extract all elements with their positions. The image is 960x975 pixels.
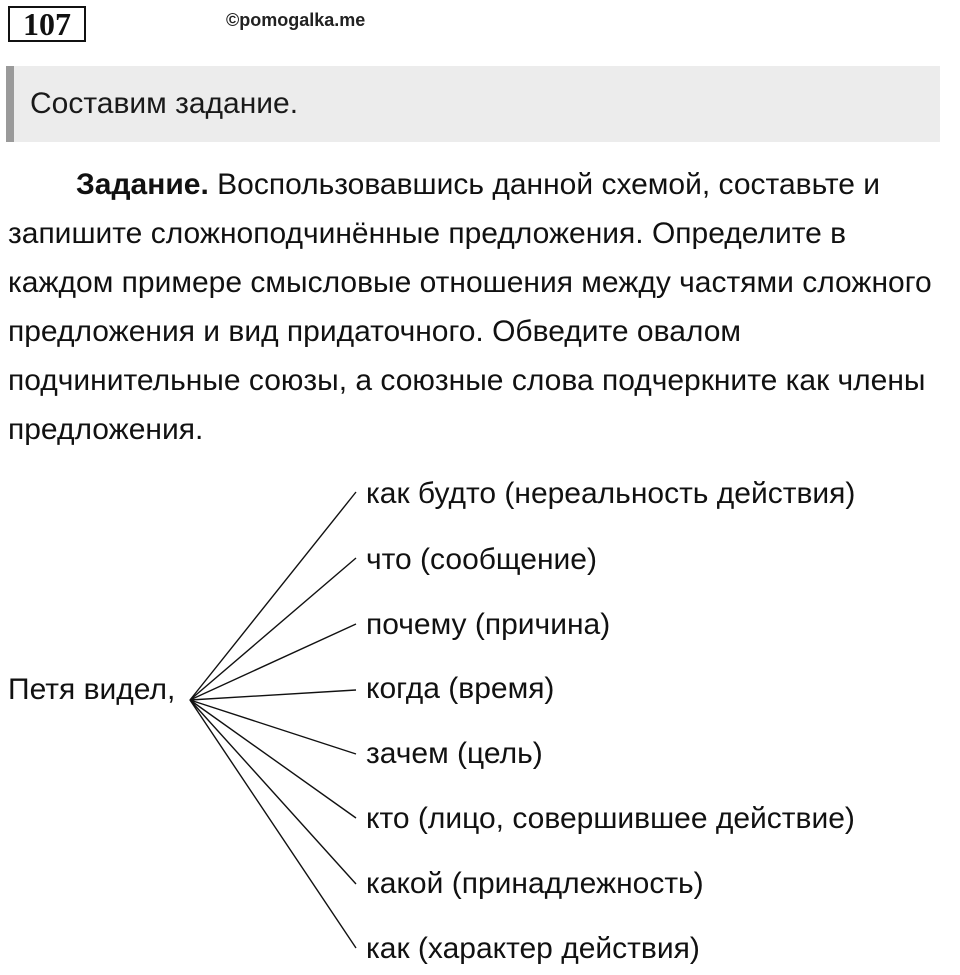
branch-line-3 — [190, 624, 356, 700]
branch-label-3: почему (причина) — [366, 608, 611, 641]
branch-line-2 — [190, 558, 356, 700]
scheme-diagram — [0, 460, 960, 975]
branch-label-4: когда (время) — [366, 672, 555, 705]
branch-line-1 — [190, 492, 356, 700]
scheme-root: Петя видел, — [8, 673, 176, 706]
watermark: ©pomogalka.me — [226, 10, 366, 30]
task-text: Воспользовавшись данной схемой, составьте и запишите сложноподчинённые предложения. Определите в каждом примере смысловые отношения между частями сложного предложения и вид придаточного. Обведите овалом подчинительные союзы, а союзные слова подчеркните как члены предложения. — [8, 168, 932, 446]
branch-label-7: какой (принадлежность) — [366, 867, 704, 900]
section-banner — [6, 66, 940, 142]
branch-label-8: как (характер действия) — [366, 932, 700, 965]
branch-line-8 — [190, 700, 356, 948]
branch-label-2: что (сообщение) — [366, 543, 597, 576]
exercise-number: 107 — [8, 6, 86, 42]
branch-label-5: зачем (цель) — [366, 737, 543, 770]
branch-line-4 — [190, 690, 356, 700]
branch-label-6: кто (лицо, совершившее действие) — [366, 802, 855, 835]
task-label: Задание. — [76, 168, 209, 201]
branch-line-6 — [190, 700, 356, 818]
banner-title: Составим задание. — [30, 87, 299, 120]
task-paragraph — [8, 160, 954, 454]
branch-label-1: как будто (нереальность действия) — [366, 477, 856, 510]
